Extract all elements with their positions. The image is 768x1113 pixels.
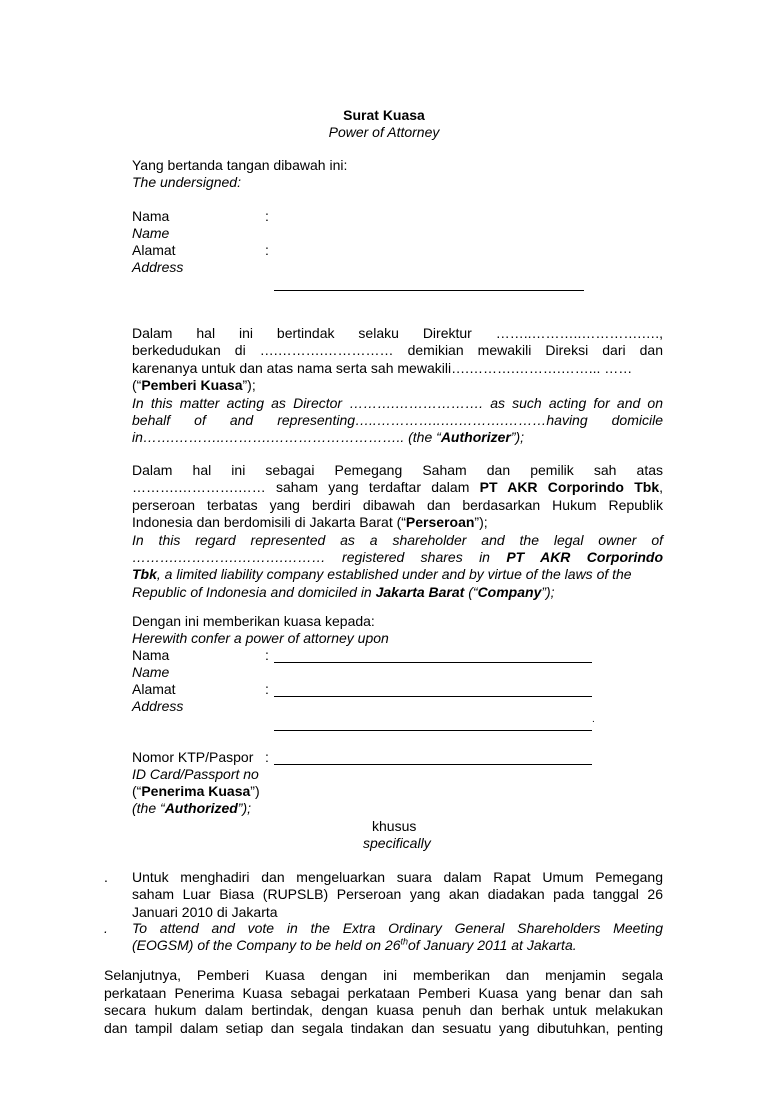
grantee-intro: Dengan ini memberikan kuasa kepada: <box>132 613 375 629</box>
grantor-address-line <box>274 290 584 291</box>
item-2: To attend and vote in the Extra Ordinary General Shareholders Meeting (EOGSM) of the Company to be held on 26thof January 2011 at Jakarta. <box>132 920 663 954</box>
grantee-id-colon: : <box>265 749 269 765</box>
grantee-id-label: Nomor KTP/Paspor <box>132 749 254 765</box>
grantee-address-label-en: Address <box>132 698 184 714</box>
grantee-intro-en: Herewith confer a power of attorney upon <box>132 630 389 646</box>
grantee-address-colon: : <box>265 681 269 697</box>
grantor-name-colon: : <box>265 208 269 224</box>
document-subtitle: Power of Attorney <box>328 124 440 140</box>
closing-paragraph: Selanjutnya, Pemberi Kuasa dengan ini memberikan dan menjamin segala perkataan Penerima Kuasa sebagai perkataan Pemberi Kuasa yang benar dan sah secara hukum dalam bertindak, dengan kuasa penuh dan berhak untuk melakukan dan tampil dalam setiap dan segala tindakan dan sesuatu yang dibutuhkan, penting <box>104 967 663 1036</box>
grantee-name-label: Nama <box>132 647 170 663</box>
grantee-role: (“Penerima Kuasa”) <box>132 783 260 799</box>
document-title: Surat Kuasa <box>343 107 425 123</box>
item-2-bullet: . <box>104 920 108 936</box>
grantee-name-colon: : <box>265 647 269 663</box>
address-dot: . <box>592 714 595 725</box>
grantee-address-line <box>274 696 592 697</box>
grantor-name-label: Nama <box>132 208 170 224</box>
grantee-id-line <box>274 764 592 765</box>
grantor-name-label-en: Name <box>132 225 170 241</box>
grantee-name-label-en: Name <box>132 664 170 680</box>
grantor-address-label-en: Address <box>132 259 184 275</box>
grantor-address-colon: : <box>265 242 269 258</box>
special-heading-en: specifically <box>363 835 431 851</box>
director-paragraph: Dalam hal ini bertindak selaku Direktur ……..………..………….…., berkedudukan di ….……….…………… demikian mewakili Direksi dari dan karenanya untuk dan atas nama serta sah mewakili….……….……….……... …… (“Pemberi Kuasa”); In this matter acting as Director ……….………………. as such acting for and on behalf of and representing…..…………..….……….………having domicile in…….………..……….……………………….. (the “Authorizer”); <box>132 325 664 446</box>
special-heading: khusus <box>372 818 417 834</box>
grantee-id-label-en: ID Card/Passport no <box>132 766 259 782</box>
intro-text: Yang bertanda tangan dibawah ini: <box>132 157 348 173</box>
grantee-name-line <box>274 662 592 663</box>
grantee-address-label: Alamat <box>132 681 176 697</box>
intro-text-en: The undersigned: <box>132 174 241 190</box>
item-1: Untuk menghadiri dan mengeluarkan suara dalam Rapat Umum Pemegang saham Luar Biasa (RUPSLB) Perseroan yang akan diadakan pada tanggal 26 Januari 2010 di Jakarta <box>132 869 663 920</box>
shareholder-paragraph: Dalam hal ini sebagai Pemegang Saham dan pemilik sah atas ……….………….…… saham yang terdaftar dalam PT AKR Corporindo Tbk, perseroan terbatas yang berdiri dibawah dan berdasarkan Hukum Republik Indonesia dan berdomisili di Jakarta Barat (“Perseroan”); In this regard represented as a shareholder and the legal owner of ……….………….……….……… registered shares in PT AKR Corporindo Tbk, a limited liability company established under and by virtue of the laws of the Republic of Indonesia and domiciled in Jakarta Barat (“Company”); <box>132 462 663 600</box>
item-1-bullet: . <box>104 869 108 885</box>
grantor-address-label: Alamat <box>132 242 176 258</box>
grantee-address-line-2 <box>274 730 592 731</box>
grantee-role-en: (the “Authorized”); <box>132 800 252 816</box>
